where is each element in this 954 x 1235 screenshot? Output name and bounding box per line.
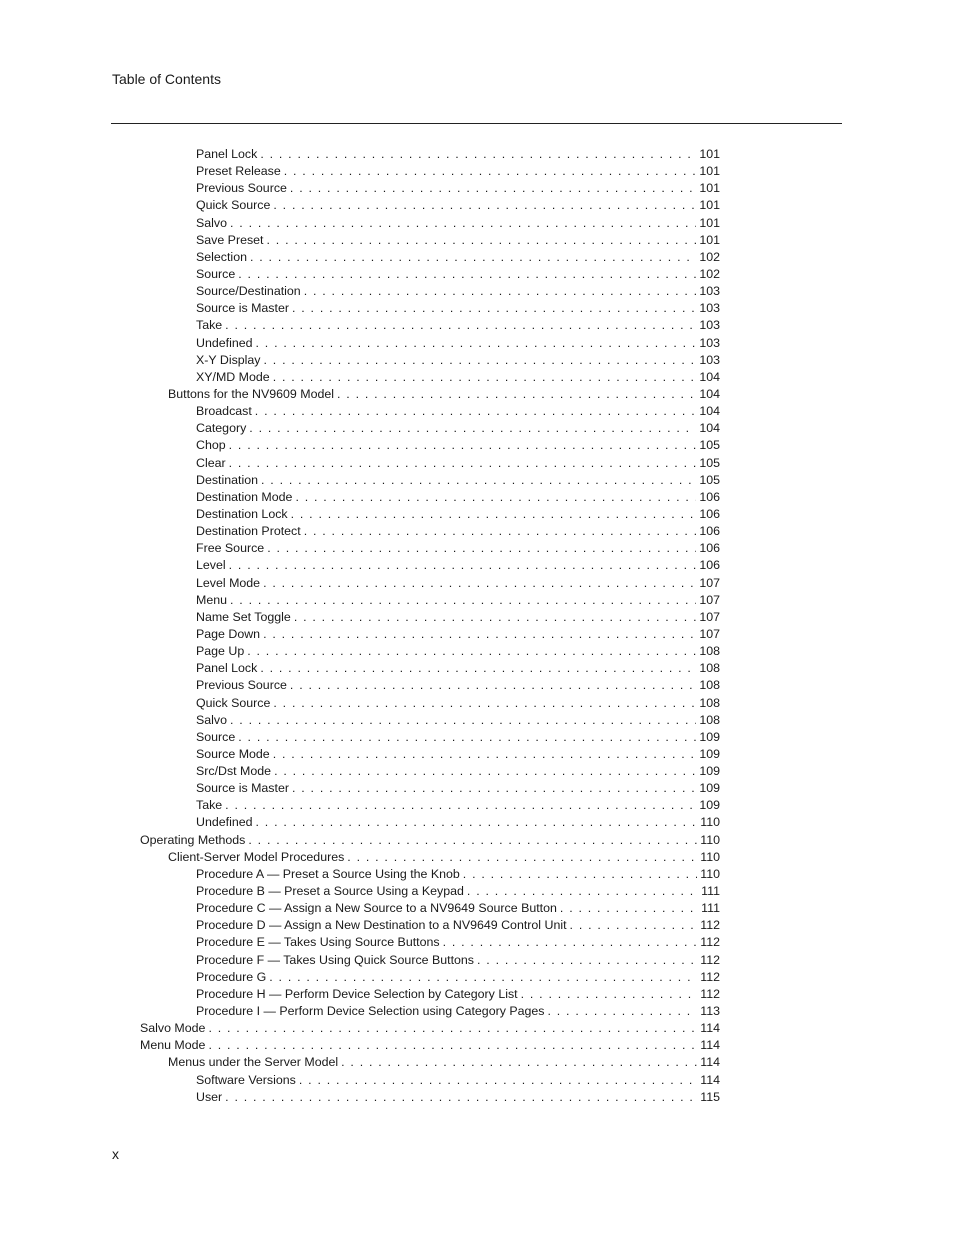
toc-entry-title: X-Y Display (196, 352, 261, 367)
dot-leader (247, 643, 696, 660)
toc-entry[interactable] (168, 386, 954, 403)
dot-leader (260, 660, 696, 677)
toc-entry-title: Page Down (196, 626, 261, 641)
toc-entry-page: 113 (700, 1004, 720, 1019)
toc-entry-page: 111 (701, 884, 720, 899)
toc-entry-title: Save Preset (196, 232, 264, 247)
toc-entry[interactable] (196, 746, 954, 763)
dot-leader (225, 797, 696, 814)
toc-entry-page: 109 (699, 764, 720, 779)
toc-entry-page: 101 (699, 215, 720, 230)
toc-entry-title: Source/Destination (196, 284, 301, 299)
dot-leader (238, 266, 696, 283)
toc-entry-title: Procedure G (196, 969, 267, 984)
toc-entry-page: 105 (699, 438, 720, 453)
toc-entry-page: 107 (699, 592, 720, 607)
dot-leader (463, 866, 697, 883)
toc-entry[interactable] (196, 643, 954, 660)
dot-leader (273, 197, 696, 214)
toc-entry-page: 107 (699, 609, 720, 624)
toc-entry-page: 108 (699, 661, 720, 676)
toc-entry[interactable] (196, 420, 954, 437)
dot-leader (337, 386, 696, 403)
toc-entry-page: 104 (699, 369, 720, 384)
dot-leader (225, 317, 696, 334)
dot-leader (292, 780, 696, 797)
toc-entry-page: 112 (700, 935, 720, 950)
toc-entry-title: Software Versions (196, 1072, 296, 1087)
toc-entry[interactable] (196, 814, 954, 831)
toc-entry[interactable] (196, 352, 954, 369)
dot-leader (274, 763, 696, 780)
toc-entry-title: Procedure B — Preset a Source Using a Keypad (196, 884, 464, 899)
page-header-title: Table of Contents (112, 71, 221, 87)
toc-entry-page: 112 (700, 952, 720, 967)
toc-entry-page: 110 (700, 849, 720, 864)
toc-entry-page: 108 (699, 695, 720, 710)
dot-leader (273, 695, 696, 712)
dot-leader (230, 215, 696, 232)
toc-entry-page: 101 (699, 164, 720, 179)
toc-entry-page: 109 (699, 781, 720, 796)
toc-entry-page: 114 (700, 1021, 720, 1036)
toc-entry-page: 114 (700, 1038, 720, 1053)
dot-leader (230, 592, 696, 609)
toc-entry[interactable] (196, 232, 954, 249)
toc-entry-page: 108 (699, 712, 720, 727)
toc-entry[interactable] (196, 729, 954, 746)
toc-entry[interactable] (196, 489, 954, 506)
toc-entry-title: Salvo Mode (140, 1021, 206, 1036)
toc-entry[interactable] (196, 146, 954, 163)
toc-entry-page: 110 (700, 832, 720, 847)
toc-entry-page: 108 (699, 678, 720, 693)
toc-entry[interactable] (196, 883, 954, 900)
toc-entry[interactable] (196, 626, 954, 643)
dot-leader (560, 900, 698, 917)
dot-leader (208, 1037, 697, 1054)
toc-entry[interactable] (196, 437, 954, 454)
toc-entry[interactable] (196, 472, 954, 489)
dot-leader (292, 300, 696, 317)
dot-leader (273, 369, 697, 386)
toc-entry[interactable] (196, 660, 954, 677)
toc-entry-title: Menu (196, 592, 227, 607)
toc-entry[interactable] (196, 540, 954, 557)
dot-leader (284, 163, 697, 180)
dot-leader (291, 506, 697, 523)
dot-leader (347, 849, 697, 866)
toc-entry-title: Source Mode (196, 746, 270, 761)
toc-entry[interactable] (196, 1072, 954, 1089)
dot-leader (229, 557, 697, 574)
dot-leader (290, 180, 696, 197)
toc-entry[interactable] (196, 557, 954, 574)
toc-entry-title: Page Up (196, 644, 245, 659)
toc-entry-page: 106 (699, 558, 720, 573)
toc-entry-page: 106 (699, 524, 720, 539)
toc-entry[interactable] (196, 969, 954, 986)
toc-entry-title: Operating Methods (140, 832, 246, 847)
toc-entry[interactable] (196, 900, 954, 917)
toc-entry-title: Take (196, 798, 223, 813)
dot-leader (225, 1089, 697, 1106)
toc-entry-title: Free Source (196, 541, 265, 556)
toc-entry-title: Destination Mode (196, 489, 293, 504)
toc-entry[interactable] (196, 712, 954, 729)
toc-entry-title: Chop (196, 438, 226, 453)
toc-entry-title: XY/MD Mode (196, 369, 270, 384)
toc-entry-page: 110 (700, 866, 720, 881)
dot-leader (294, 609, 696, 626)
toc-entry-page: 103 (699, 318, 720, 333)
toc-entry-page: 106 (699, 489, 720, 504)
dot-leader (304, 523, 697, 540)
toc-entry[interactable] (196, 300, 954, 317)
toc-entry-title: Source is Master (196, 301, 289, 316)
toc-entry-page: 104 (699, 386, 720, 401)
toc-entry[interactable] (196, 917, 954, 934)
dot-leader (238, 729, 696, 746)
toc-entry[interactable] (168, 849, 954, 866)
dot-leader (263, 626, 696, 643)
dot-leader (255, 403, 697, 420)
toc-entry-page: 103 (699, 284, 720, 299)
toc-entry[interactable] (196, 369, 954, 386)
toc-entry[interactable] (196, 575, 954, 592)
toc-entry-title: Quick Source (196, 198, 271, 213)
toc-entry-page: 106 (699, 506, 720, 521)
dot-leader (261, 472, 696, 489)
dot-leader (477, 952, 697, 969)
toc-entry-page: 112 (700, 918, 720, 933)
toc-entry-title: Client-Server Model Procedures (168, 849, 345, 864)
toc-entry-title: Undefined (196, 815, 253, 830)
toc-entry-title: Destination (196, 472, 258, 487)
dot-leader (229, 455, 697, 472)
toc-entry[interactable] (196, 249, 954, 266)
dot-leader (256, 335, 697, 352)
toc-entry-page: 108 (699, 644, 720, 659)
toc-entry-title: Broadcast (196, 404, 252, 419)
dot-leader (273, 746, 697, 763)
toc-entry-page: 111 (701, 901, 720, 916)
toc-entry[interactable] (196, 1089, 954, 1106)
toc-entry-title: Source is Master (196, 781, 289, 796)
toc-entry-page: 115 (700, 1089, 720, 1104)
toc-entry-title: Level Mode (196, 575, 261, 590)
toc-entry-page: 114 (700, 1055, 720, 1070)
toc-entry[interactable] (140, 1020, 954, 1037)
toc-entry-page: 102 (699, 249, 720, 264)
toc-entry[interactable] (140, 832, 954, 849)
dot-leader (521, 986, 698, 1003)
toc-entry-page: 109 (699, 798, 720, 813)
dot-leader (299, 1072, 697, 1089)
toc-entry-title: Salvo (196, 712, 227, 727)
toc-entry-page: 114 (700, 1072, 720, 1087)
toc-entry-page: 103 (699, 335, 720, 350)
toc-entry-title: Procedure I — Perform Device Selection using Category Pages (196, 1004, 545, 1019)
dot-leader (295, 489, 696, 506)
dot-leader (547, 1003, 697, 1020)
dot-leader (267, 540, 696, 557)
dot-leader (260, 146, 696, 163)
toc-entry-title: Level (196, 558, 226, 573)
toc-entry-page: 106 (699, 541, 720, 556)
toc-entry[interactable] (196, 592, 954, 609)
toc-entry-page: 107 (699, 626, 720, 641)
dot-leader (267, 232, 697, 249)
toc-entry[interactable] (196, 797, 954, 814)
dot-leader (263, 575, 696, 592)
page-number: x (112, 1146, 119, 1162)
dot-leader (304, 283, 697, 300)
toc-entry-page: 109 (699, 746, 720, 761)
toc-entry-page: 103 (699, 352, 720, 367)
toc-entry[interactable] (196, 866, 954, 883)
toc-entry[interactable] (196, 266, 954, 283)
toc-entry-title: Procedure C — Assign a New Source to a NV9649 Source Button (196, 901, 557, 916)
toc-entry-title: Buttons for the NV9609 Model (168, 386, 334, 401)
toc-entry-title: Preset Release (196, 164, 281, 179)
toc-entry[interactable] (196, 283, 954, 300)
toc-entry-page: 104 (699, 421, 720, 436)
dot-leader (208, 1020, 697, 1037)
toc-entry[interactable] (196, 455, 954, 472)
toc-entry-page: 112 (700, 986, 720, 1001)
toc-entry-page: 110 (700, 815, 720, 830)
dot-leader (250, 249, 696, 266)
toc-entry-title: Salvo (196, 215, 227, 230)
toc-entry-page: 101 (699, 147, 720, 161)
toc-entry[interactable] (140, 1037, 954, 1054)
toc-entry[interactable] (196, 1003, 954, 1020)
toc-entry-title: Name Set Toggle (196, 609, 291, 624)
toc-entry[interactable] (168, 1054, 954, 1071)
toc-entry-title: Undefined (196, 335, 253, 350)
toc-entry-page: 101 (699, 198, 720, 213)
toc-entry-title: Destination Lock (196, 506, 288, 521)
toc-entry-title: Quick Source (196, 695, 271, 710)
toc-entry[interactable] (196, 780, 954, 797)
toc-entry-page: 105 (699, 455, 720, 470)
toc-entry[interactable] (196, 763, 954, 780)
dot-leader (341, 1054, 697, 1071)
dot-leader (467, 883, 698, 900)
toc-entry-title: Panel Lock (196, 147, 258, 161)
dot-leader (443, 934, 698, 951)
toc-entry-title: Category (196, 421, 247, 436)
dot-leader (248, 832, 697, 849)
toc-entry[interactable] (196, 335, 954, 352)
table-of-contents (0, 146, 954, 1106)
toc-entry-title: Menus under the Server Model (168, 1055, 339, 1070)
toc-entry[interactable] (196, 677, 954, 694)
toc-entry-page: 109 (699, 729, 720, 744)
toc-entry[interactable] (196, 695, 954, 712)
toc-entry[interactable] (196, 403, 954, 420)
toc-entry[interactable] (196, 986, 954, 1003)
header-rule (111, 123, 842, 124)
toc-entry-page: 104 (699, 404, 720, 419)
dot-leader (229, 437, 697, 454)
toc-entry-page: 105 (699, 472, 720, 487)
toc-entry[interactable] (196, 197, 954, 214)
toc-entry-title: Destination Protect (196, 524, 301, 539)
dot-leader (256, 814, 698, 831)
toc-entry-title: Procedure E — Takes Using Source Buttons (196, 935, 440, 950)
toc-entry-title: Previous Source (196, 678, 287, 693)
toc-entry-title: Previous Source (196, 181, 287, 196)
toc-entry[interactable] (196, 317, 954, 334)
toc-entry-page: 102 (699, 266, 720, 281)
toc-entry-title: Procedure D — Assign a New Destination to a NV9649 Control Unit (196, 918, 567, 933)
toc-entry-page: 101 (699, 181, 720, 196)
toc-entry[interactable] (196, 163, 954, 180)
dot-leader (570, 917, 698, 934)
toc-entry[interactable] (196, 215, 954, 232)
toc-entry-page: 107 (699, 575, 720, 590)
dot-leader (264, 352, 697, 369)
toc-entry-title: Panel Lock (196, 661, 258, 676)
toc-entry-title: Procedure A — Preset a Source Using the Knob (196, 866, 460, 881)
toc-entry-page: 112 (700, 969, 720, 984)
toc-entry-page: 103 (699, 301, 720, 316)
toc-entry[interactable] (196, 934, 954, 951)
toc-entry[interactable] (196, 523, 954, 540)
toc-entry-title: Source (196, 729, 236, 744)
toc-entry-title: Src/Dst Mode (196, 764, 272, 779)
toc-entry[interactable] (196, 952, 954, 969)
toc-entry-title: Procedure H — Perform Device Selection by Category List (196, 986, 518, 1001)
toc-entry-page: 101 (699, 232, 720, 247)
dot-leader (290, 677, 696, 694)
dot-leader (249, 420, 696, 437)
toc-entry[interactable] (196, 180, 954, 197)
dot-leader (230, 712, 696, 729)
toc-entry-title: Procedure F — Takes Using Quick Source Buttons (196, 952, 474, 967)
toc-entry-title: Take (196, 318, 223, 333)
dot-leader (269, 969, 697, 986)
toc-entry-title: Source (196, 266, 236, 281)
toc-entry[interactable] (196, 506, 954, 523)
toc-entry-title: Clear (196, 455, 226, 470)
toc-entry-title: User (196, 1089, 223, 1104)
toc-entry[interactable] (196, 609, 954, 626)
toc-entry-title: Selection (196, 249, 247, 264)
toc-entry-title: Menu Mode (140, 1038, 206, 1053)
